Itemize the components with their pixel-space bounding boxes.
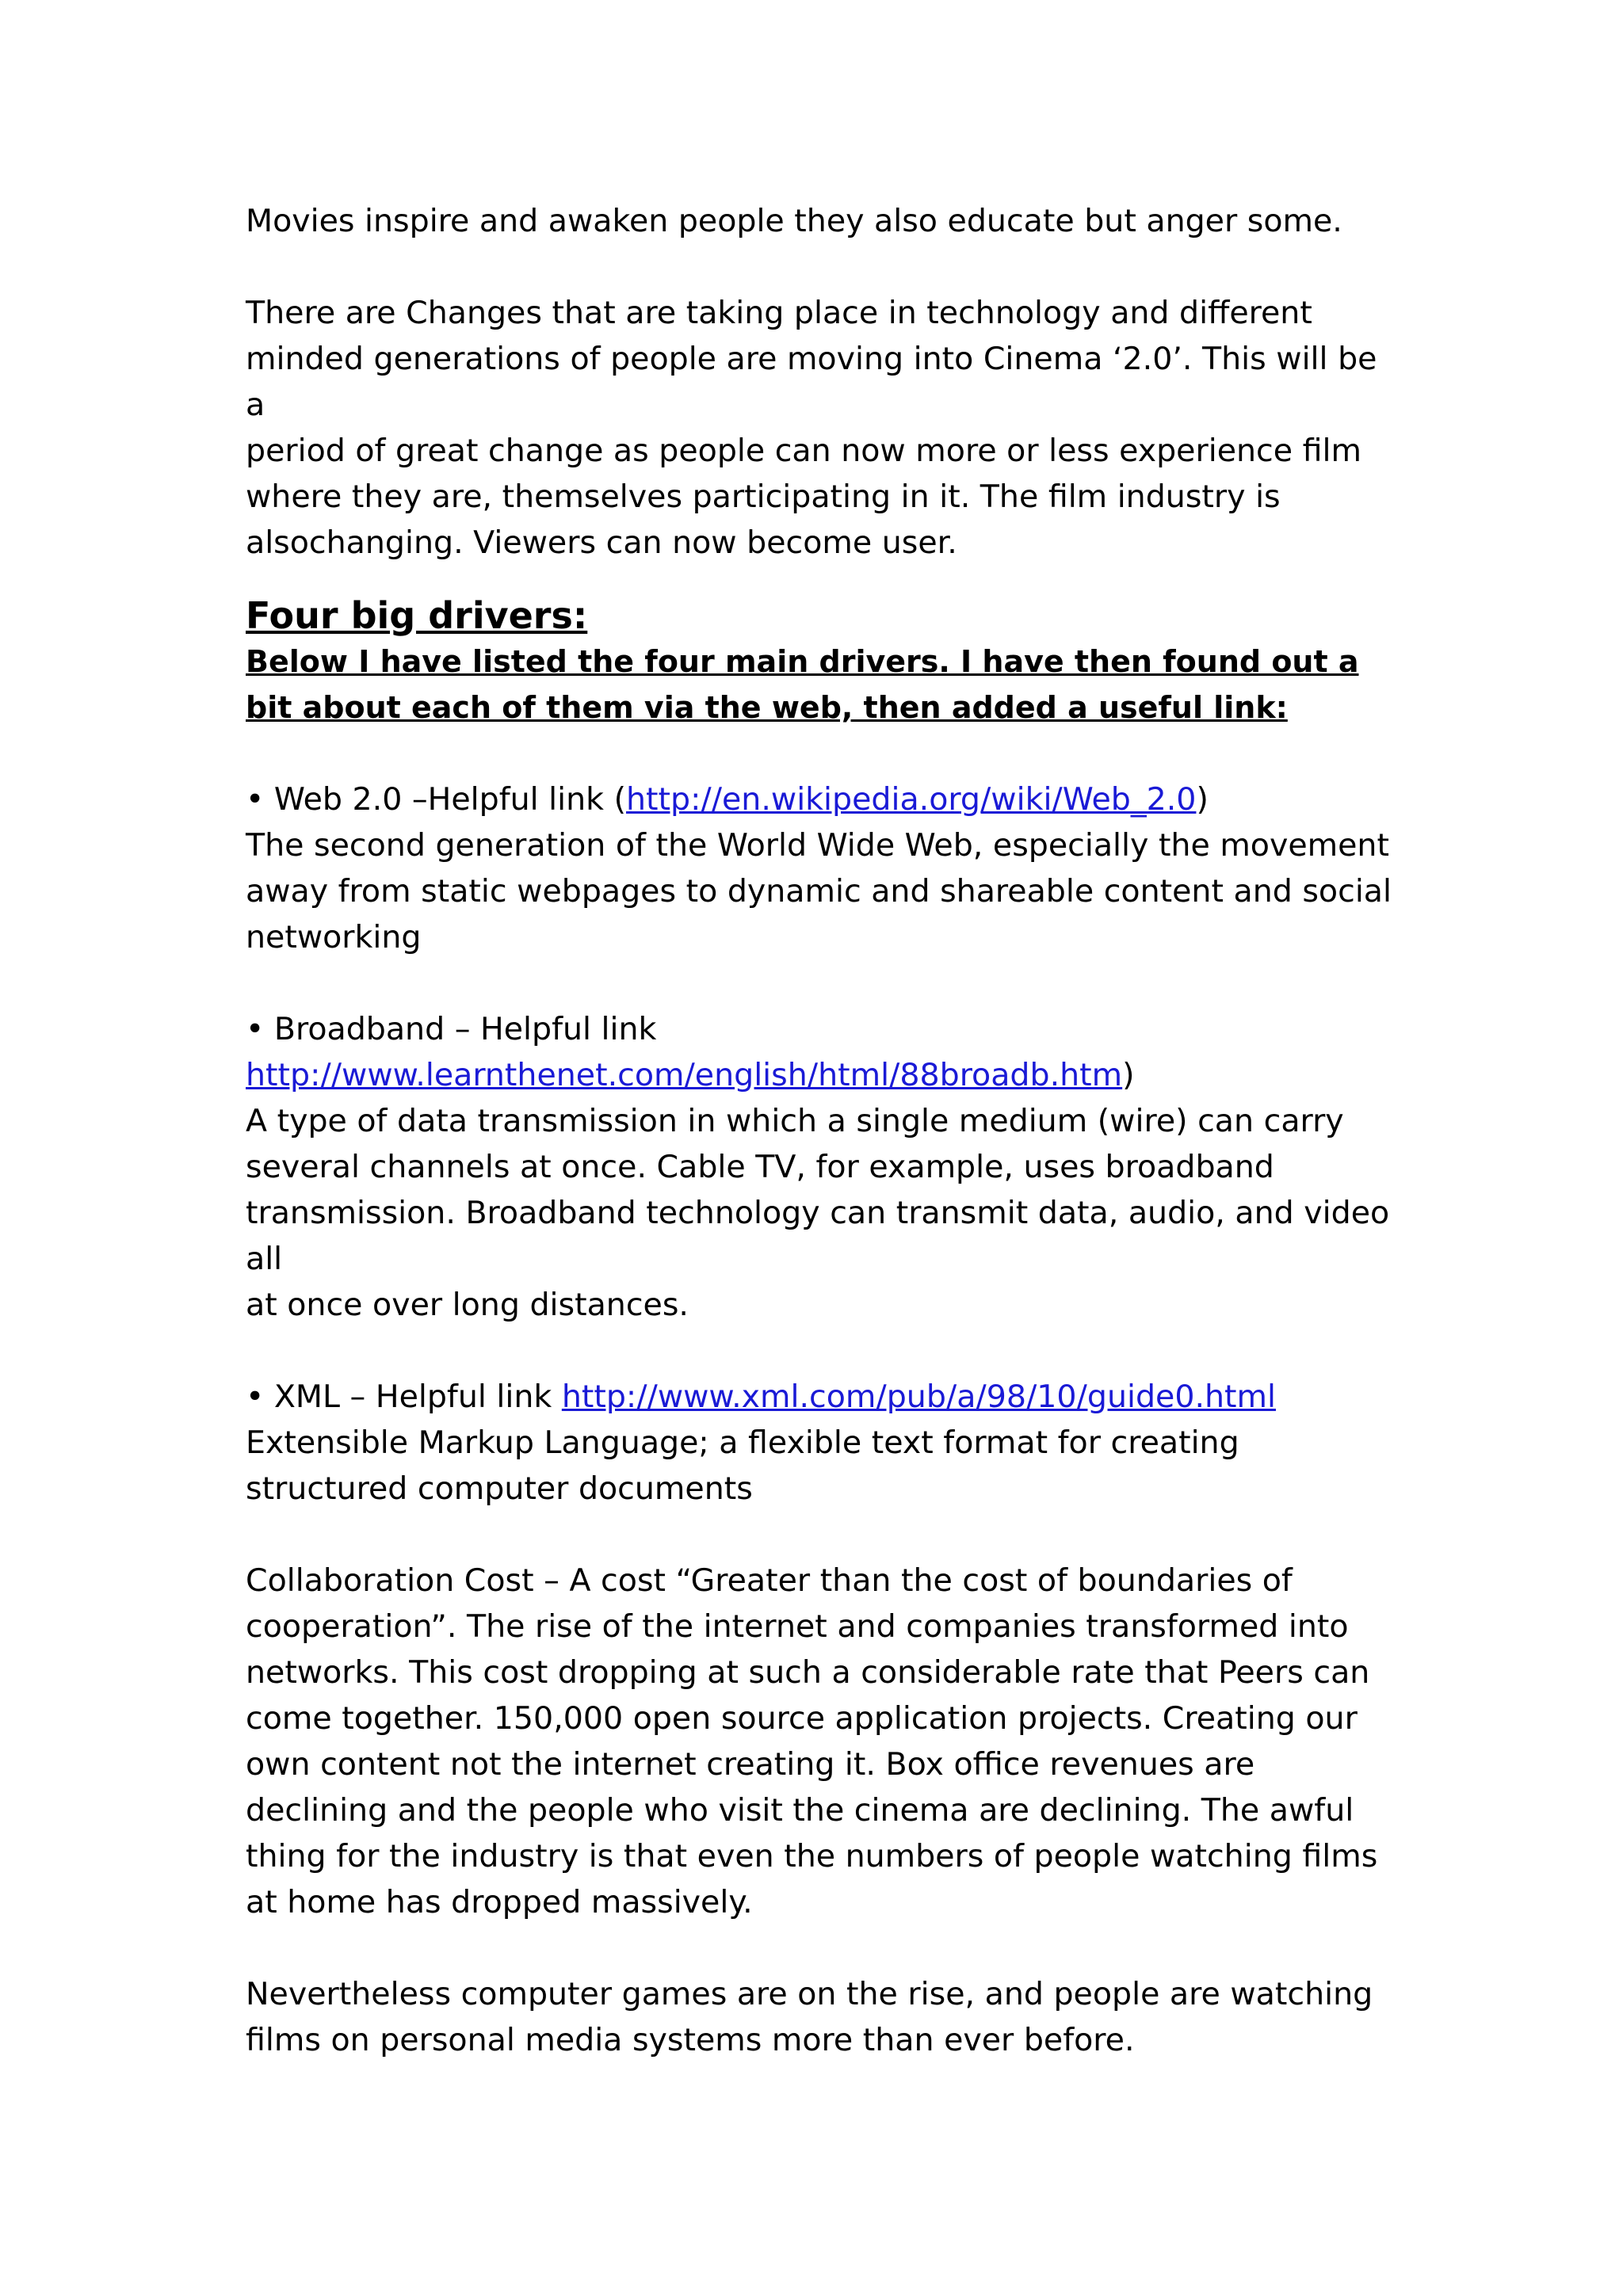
text-line: A type of data transmission in which a single medium (wire) can carry — [246, 1103, 1344, 1139]
text-line: minded generations of people are moving into Cinema ‘2.0’. This will be a — [246, 341, 1377, 423]
collaboration-paragraph — [246, 1558, 1395, 1925]
text-line: own content not the internet creating it. Box office revenues are — [246, 1746, 1255, 1783]
driver-label: • Broadband – Helpful link — [246, 1011, 657, 1047]
driver-web20 — [246, 776, 1395, 960]
subheading-line: bit about each of them via the web, then added a useful link: — [246, 690, 1288, 725]
spacer — [246, 1328, 1395, 1374]
driver-label: • XML – Helpful link — [246, 1379, 562, 1415]
driver-xml — [246, 1374, 1395, 1512]
text-line: Extensible Markup Language; a flexible text format for creating — [246, 1425, 1239, 1461]
text-line: thing for the industry is that even the numbers of people watching films — [246, 1838, 1378, 1875]
driver-title-line — [246, 776, 1395, 822]
driver-broadband — [246, 1006, 1395, 1328]
closing-paren: ) — [1122, 1057, 1135, 1093]
intro-paragraph: Movies inspire and awaken people they also educate but anger some. — [246, 203, 1342, 239]
document-page — [246, 198, 1395, 2063]
text-line: period of great change as people can now more or less experience film — [246, 433, 1361, 469]
xml-link[interactable]: http://www.xml.com/pub/a/98/10/guide0.html — [561, 1379, 1276, 1415]
text-line: films on personal media systems more than ever before. — [246, 2022, 1135, 2058]
text-line: away from static webpages to dynamic and shareable content and social — [246, 873, 1392, 910]
spacer — [246, 960, 1395, 1006]
closing-paren: ) — [1196, 781, 1209, 818]
closing-paragraph — [246, 1971, 1395, 2063]
text-line: at home has dropped massively. — [246, 1884, 753, 1920]
driver-title-line — [246, 1374, 1395, 1420]
text-line: transmission. Broadband technology can transmit data, audio, and video all — [246, 1195, 1390, 1277]
subheading-line: Below I have listed the four main drivers. I have then found out a — [246, 644, 1359, 679]
text-line: There are Changes that are taking place in technology and different — [246, 295, 1312, 331]
text-line: come together. 150,000 open source application projects. Creating our — [246, 1700, 1358, 1737]
text-line: networking — [246, 919, 422, 955]
spacer — [246, 566, 1395, 593]
text-line: where they are, themselves participating in it. The film industry is — [246, 479, 1281, 515]
changes-paragraph — [246, 290, 1395, 566]
text-line: at once over long distances. — [246, 1287, 689, 1323]
text-line: alsochanging. Viewers can now become user. — [246, 524, 957, 561]
text-line: structured computer documents — [246, 1470, 753, 1507]
spacer — [246, 1512, 1395, 1558]
web20-link[interactable]: http://en.wikipedia.org/wiki/Web_2.0 — [626, 781, 1197, 818]
spacer — [246, 730, 1395, 776]
text-line: networks. This cost dropping at such a considerable rate that Peers can — [246, 1654, 1370, 1691]
text-line: Collaboration Cost – A cost “Greater than the cost of boundaries of — [246, 1562, 1293, 1599]
text-line: several channels at once. Cable TV, for example, uses broadband — [246, 1149, 1274, 1185]
text-line: declining and the people who visit the cinema are declining. The awful — [246, 1792, 1354, 1829]
driver-link-line — [246, 1052, 1395, 1098]
section-subheading — [246, 639, 1395, 730]
driver-label: • Web 2.0 –Helpful link ( — [246, 781, 626, 818]
section-heading: Four big drivers: — [246, 594, 588, 637]
spacer — [246, 1925, 1395, 1971]
text-line: cooperation”. The rise of the internet and companies transformed into — [246, 1608, 1349, 1645]
spacer — [246, 244, 1395, 290]
text-line: Nevertheless computer games are on the rise, and people are watching — [246, 1976, 1373, 2012]
broadband-link[interactable]: http://www.learnthenet.com/english/html/88broadb.htm — [246, 1057, 1123, 1093]
text-line: The second generation of the World Wide Web, especially the movement — [246, 827, 1389, 864]
